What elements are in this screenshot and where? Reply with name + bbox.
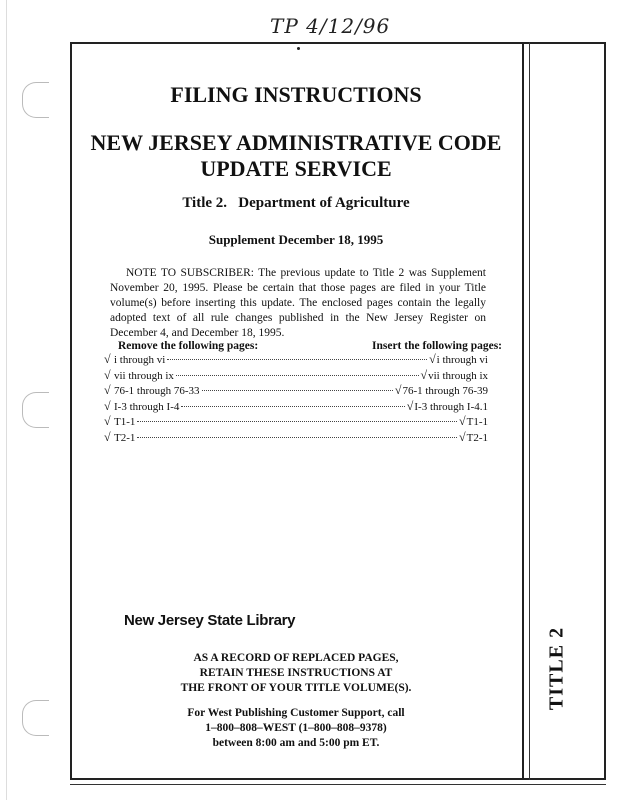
checkmark-icon: √: [420, 367, 428, 382]
support-line-1: For West Publishing Customer Support, call: [187, 707, 405, 719]
heading-filing-instructions: FILING INSTRUCTIONS: [170, 82, 422, 107]
remove-header: Remove the following pages:: [118, 340, 259, 352]
checkmark-icon: √: [429, 352, 436, 366]
tab-label: TITLE 2: [545, 626, 568, 711]
checkmark-icon: √: [394, 383, 402, 398]
remove-pages: T1-1: [114, 416, 136, 429]
remove-pages: 76-1 through 76-33: [114, 385, 200, 398]
page-list-row: [104, 414, 488, 430]
handwritten-annotation: TP 4/12/96: [270, 14, 391, 38]
heading-department: Title 2. Department of Agriculture: [182, 195, 410, 211]
checkmark-icon: √: [459, 429, 466, 444]
page-list-row: [104, 430, 488, 446]
binder-hole-top: [22, 82, 49, 118]
support-line-3: between 8:00 am and 5:00 pm ET.: [212, 737, 380, 749]
remove-pages: i through vi: [114, 354, 166, 366]
record-line-2: RETAIN THESE INSTRUCTIONS AT: [199, 667, 393, 679]
heading-code-line1: NEW JERSEY ADMINISTRATIVE CODE: [90, 130, 502, 155]
leader-dots: [167, 359, 427, 360]
insert-pages: 76-1 through 76-39: [402, 385, 488, 398]
remove-pages: T2-1: [114, 431, 136, 444]
leader-dots: [202, 390, 393, 391]
leader-dots: [181, 406, 404, 407]
page-list-row: [104, 399, 488, 415]
page-edge-line: [6, 0, 7, 800]
insert-pages: i through vi: [436, 354, 488, 366]
supplement-date: Supplement December 18, 1995: [208, 232, 384, 247]
checkmark-icon: √: [104, 429, 111, 444]
record-line-1: AS A RECORD OF REPLACED PAGES,: [193, 652, 399, 664]
heading-code-line2: UPDATE SERVICE: [200, 156, 392, 181]
support-line-2: 1–800–808–WEST (1–800–808–9378): [205, 722, 387, 734]
checkmark-icon: √: [104, 398, 111, 413]
insert-pages: T1-1: [466, 416, 488, 429]
leader-dots: [176, 375, 419, 376]
binder-hole-middle: [22, 392, 49, 428]
checkmark-icon: √: [104, 352, 111, 366]
checkmark-icon: √: [104, 367, 111, 382]
remove-pages: vii through ix: [114, 369, 174, 382]
library-stamp: New Jersey State Library: [124, 612, 296, 629]
insert-pages: vii through ix: [428, 369, 488, 382]
checkmark-icon: √: [104, 414, 111, 429]
leader-dots: [137, 437, 457, 438]
subscriber-note: NOTE TO SUBSCRIBER: The previous update to Title 2 was Supplement November 20, 1995. Please be certain that those pages are filed in your Title volume(s) before inserting this update. The enclosed pages contain the legally adopted text of all rule changes published in the New Jersey Register on December 4, and December 18, 1995.: [110, 267, 486, 339]
page-list-row: [104, 368, 488, 384]
insert-pages: T2-1: [466, 431, 488, 444]
insert-pages: I-3 through I-4.1: [414, 400, 488, 413]
binder-hole-bottom: [22, 700, 49, 736]
record-line-3: THE FRONT OF YOUR TITLE VOLUME(S).: [180, 682, 412, 694]
remove-pages: I-3 through I-4: [114, 400, 180, 413]
page-list: [104, 352, 488, 446]
checkmark-icon: √: [406, 398, 414, 413]
insert-header: Insert the following pages:: [372, 340, 503, 352]
page-list-row: [104, 383, 488, 399]
leader-dots: [137, 421, 457, 422]
support-notice: [70, 706, 522, 751]
checkmark-icon: √: [104, 383, 111, 398]
record-notice: [70, 651, 522, 696]
checkmark-icon: √: [459, 414, 466, 429]
heading-code: [70, 130, 522, 182]
title-tab-inner-rule: [529, 42, 530, 780]
frame-bottom-rule: [70, 784, 606, 785]
page-list-row: [104, 352, 488, 368]
